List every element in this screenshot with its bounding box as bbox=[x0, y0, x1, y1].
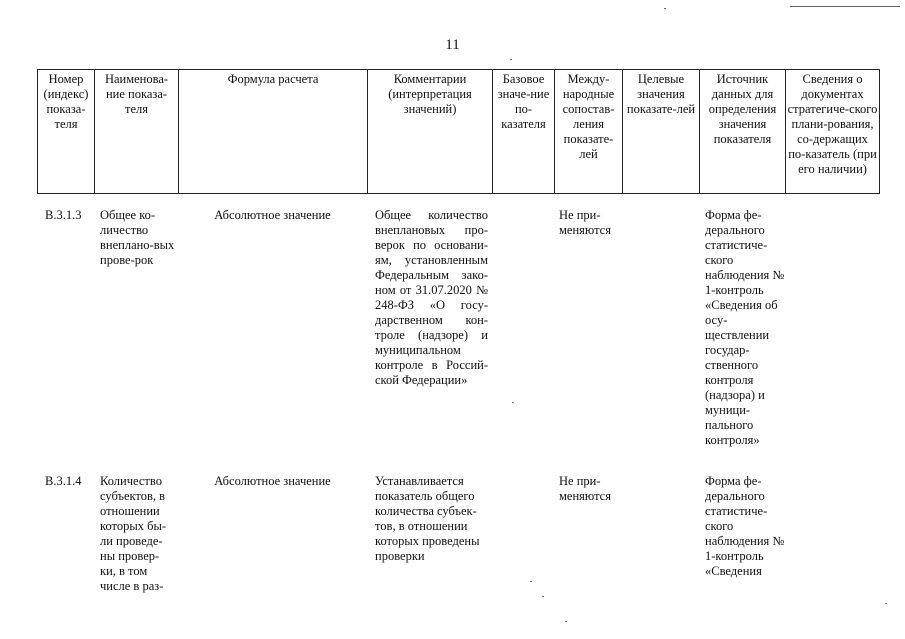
scan-speck bbox=[542, 596, 544, 597]
scan-speck bbox=[664, 8, 666, 9]
indicator-comment: Общее количество внеплановых про-верок по основани-ям, установленным Федеральным зако-ном от 31.07.2020 № 248-ФЗ «О госу-дарственном кон-троле (надзоре) и муниципальном контроле в Россий-ской Федерации» bbox=[375, 208, 488, 387]
indicator-international: Не при-меняются bbox=[559, 208, 611, 237]
indicator-number: В.3.1.3 bbox=[45, 208, 82, 222]
indicator-formula: Абсолютное значение bbox=[214, 474, 331, 488]
indicator-table-header bbox=[37, 69, 880, 194]
column-header-strategic-docs: Сведения о документах стратегиче-ского плани-рования, со-держащих по-казатель (при его наличии) bbox=[786, 70, 880, 194]
column-header-formula: Формула расчета bbox=[179, 70, 368, 194]
indicator-comment: Устанавливается показатель общего количества субъек-тов, в отношении которых проведены проверки bbox=[375, 474, 480, 563]
column-header-international: Между-народные сопостав-ления показате-лей bbox=[555, 70, 623, 194]
indicator-name: Общее ко-личество внеплано-вых прове-рок bbox=[100, 208, 175, 267]
column-header-number: Номер (индекс) показа-теля bbox=[38, 70, 95, 194]
indicator-formula: Абсолютное значение bbox=[214, 208, 331, 222]
scan-speck bbox=[510, 59, 512, 60]
indicator-name: Количество субъектов, в отношении которых бы-ли проведе-ны провер-ки, в том числе в раз- bbox=[100, 474, 167, 593]
column-header-comments: Комментарии (интерпретация значений) bbox=[368, 70, 493, 194]
indicator-international: Не при-меняются bbox=[559, 474, 611, 503]
top-edge-rule bbox=[790, 6, 900, 7]
scan-speck bbox=[512, 402, 514, 403]
scan-speck bbox=[885, 603, 887, 604]
scan-speck bbox=[565, 621, 567, 622]
indicator-source: Форма фе-дерального статистиче-ского наблюдения № 1-контроль «Сведения bbox=[705, 474, 785, 578]
column-header-target-values: Целевые значения показате-лей bbox=[623, 70, 700, 194]
column-header-name: Наименова-ние показа-теля bbox=[95, 70, 179, 194]
column-header-data-source: Источник данных для определения значения показателя bbox=[700, 70, 786, 194]
indicator-source: Форма фе-дерального статистиче-ского наблюдения № 1-контроль «Сведения об осу-ществлении государ-ственного контроля (надзора) и муници-пального контроля» bbox=[705, 208, 785, 447]
column-header-base-value: Базовое значе-ние по-казателя bbox=[493, 70, 555, 194]
page-number: 11 bbox=[445, 37, 460, 53]
indicator-number: В.3.1.4 bbox=[45, 474, 82, 488]
scan-speck bbox=[530, 581, 532, 582]
